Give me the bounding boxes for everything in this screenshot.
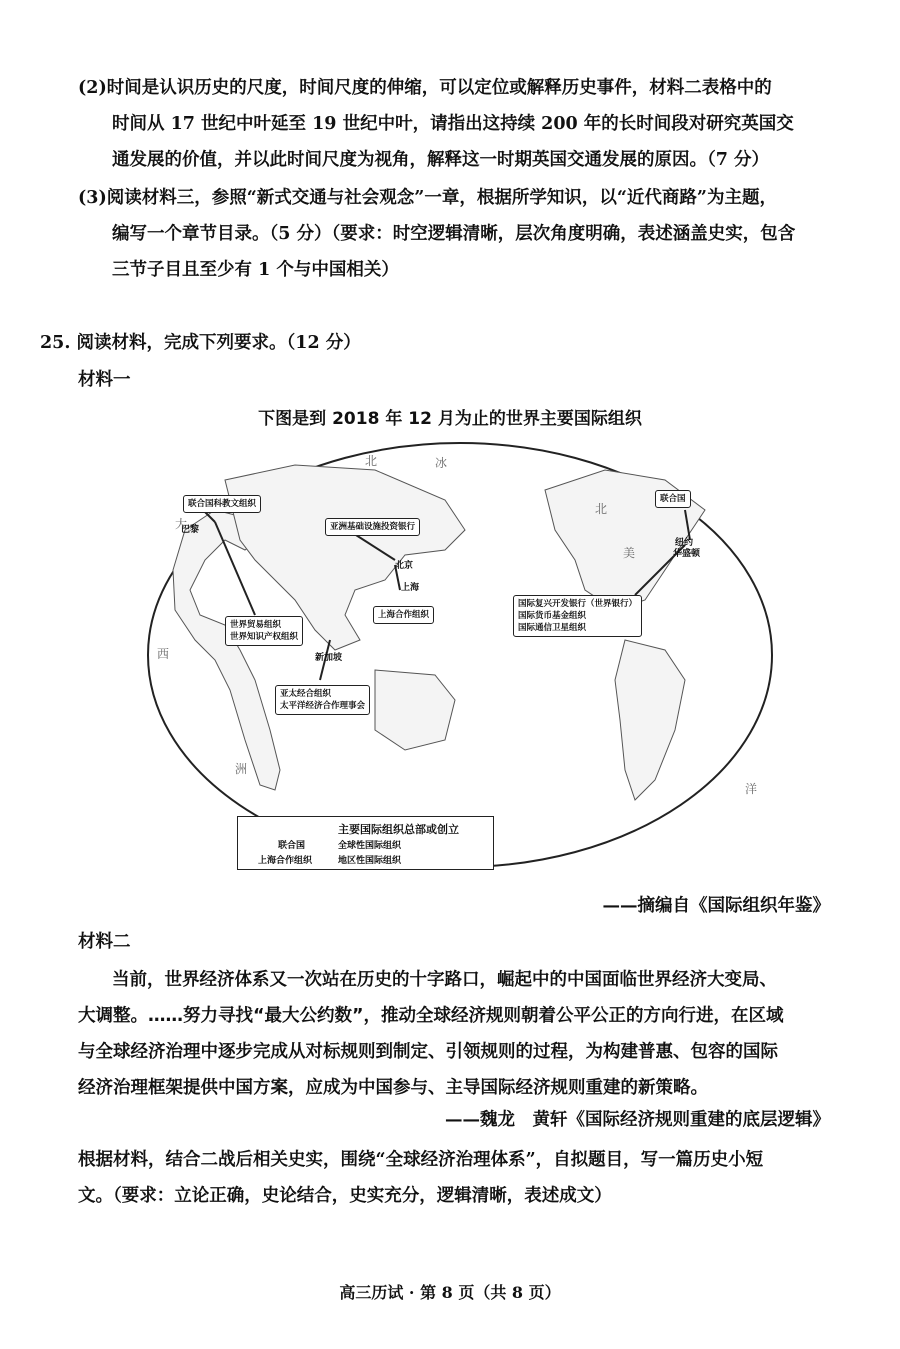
legend-row2-example: 上海合作组织 bbox=[258, 856, 313, 866]
map-legend bbox=[237, 816, 494, 870]
question-25-heading: 25. 阅读材料，完成下列要求。（12 分） bbox=[40, 333, 361, 353]
q3-line-1: (3)阅读材料三，参照“新式交通与社会观念”一章，根据所学知识，以“近代商路”为主题， bbox=[78, 188, 777, 208]
q2-line-2: 时间从 17 世纪中叶延至 19 世纪中叶，请指出这持续 200 年的长时间段对研究英国交 bbox=[112, 114, 794, 134]
map-text-ji: 洲 bbox=[235, 762, 248, 776]
page-footer: 高三历试 · 第 8 页（共 8 页） bbox=[339, 1283, 561, 1302]
label-apec: 亚太经合组织 bbox=[280, 689, 332, 699]
task-instructions bbox=[78, 1142, 838, 1214]
task-line-1: 根据材料，结合二战后相关史实，围绕“全球经济治理体系”，自拟题目，写一篇历史小短 bbox=[78, 1150, 764, 1170]
map-text-bing: 冰 bbox=[435, 456, 448, 470]
m2-line-1: 当前，世界经济体系又一次站在历史的十字路口，崛起中的中国面临世界经济大变局、 bbox=[112, 970, 777, 990]
map-text-west: 西 bbox=[157, 647, 170, 661]
label-wb-imf-intelsat bbox=[513, 595, 642, 637]
map-text-north: 北 bbox=[365, 454, 378, 468]
q2-line-1: (2)时间是认识历史的尺度，时间尺度的伸缩，可以定位或解释历史事件，材料二表格中的 bbox=[78, 78, 772, 98]
map-text-bei2: 北 bbox=[595, 502, 608, 516]
city-washington: 华盛顿 bbox=[673, 549, 701, 559]
city-shanghai: 上海 bbox=[401, 583, 420, 593]
q2-line-3: 通发展的价值，并以此时间尺度为视角，解释这一时期英国交通发展的原因。（7 分） bbox=[112, 150, 770, 170]
material-2-source: ——魏龙 黄轩《国际经济规则重建的底层逻辑》 bbox=[445, 1110, 830, 1130]
legend-row2-type: 地区性国际组织 bbox=[338, 856, 402, 866]
label-wto: 世界贸易组织 bbox=[230, 620, 282, 630]
map-text-big: 大 bbox=[175, 517, 188, 531]
m2-line-2: 大调整。……努力寻找“最大公约数”，推动全球经济规则朝着公平公正的方向行进，在区域 bbox=[78, 1006, 784, 1026]
legend-title: 主要国际组织总部或创立 bbox=[338, 823, 459, 836]
question-2 bbox=[78, 70, 838, 178]
label-un: 联合国 bbox=[655, 490, 691, 508]
city-beijing: 北京 bbox=[395, 561, 414, 571]
label-pecc: 太平洋经济合作理事会 bbox=[280, 701, 366, 711]
map-text-yang: 洋 bbox=[745, 782, 758, 796]
label-intelsat: 国际通信卫星组织 bbox=[518, 623, 587, 633]
legend-row1-type: 全球性国际组织 bbox=[338, 841, 402, 851]
label-wb: 国际复兴开发银行（世界银行） bbox=[518, 599, 638, 609]
label-unesco: 联合国科教文组织 bbox=[183, 495, 261, 513]
label-apec-pecc bbox=[275, 685, 370, 715]
label-wto-wipo bbox=[225, 616, 303, 646]
legend-row1-example: 联合国 bbox=[278, 841, 306, 851]
m2-line-3: 与全球经济治理中逐步完成从对标规则到制定、引领规则的过程，为构建普惠、包容的国际 bbox=[78, 1042, 778, 1062]
label-sco: 上海合作组织 bbox=[373, 606, 434, 624]
task-line-2: 文。（要求：立论正确，史论结合，史实充分，逻辑清晰，表述成文） bbox=[78, 1186, 612, 1206]
material-2-text bbox=[78, 962, 838, 1106]
material-1-label: 材料一 bbox=[78, 370, 131, 390]
q3-line-2: 编写一个章节目录。（5 分）（要求：时空逻辑清晰，层次角度明确，表述涵盖史实，包含 bbox=[112, 224, 796, 244]
m2-line-4: 经济治理框架提供中国方案，应成为中国参与、主导国际经济规则重建的新策略。 bbox=[78, 1078, 708, 1098]
world-map bbox=[145, 440, 775, 880]
city-paris: 巴黎 bbox=[181, 525, 200, 535]
material-1-source: ——摘编自《国际组织年鉴》 bbox=[602, 896, 830, 916]
map-text-mei: 美 bbox=[623, 546, 636, 560]
material-2-label: 材料二 bbox=[78, 932, 131, 952]
label-aiib: 亚洲基础设施投资银行 bbox=[325, 518, 420, 536]
map-title: 下图是到 2018 年 12 月为止的世界主要国际组织 bbox=[258, 409, 642, 429]
city-newyork: 纽约 bbox=[675, 538, 694, 548]
question-3 bbox=[78, 180, 838, 288]
city-singapore: 新加坡 bbox=[315, 653, 343, 663]
label-imf: 国际货币基金组织 bbox=[518, 611, 587, 621]
label-wipo: 世界知识产权组织 bbox=[230, 632, 299, 642]
q3-line-3: 三节子目且至少有 1 个与中国相关） bbox=[112, 260, 399, 280]
